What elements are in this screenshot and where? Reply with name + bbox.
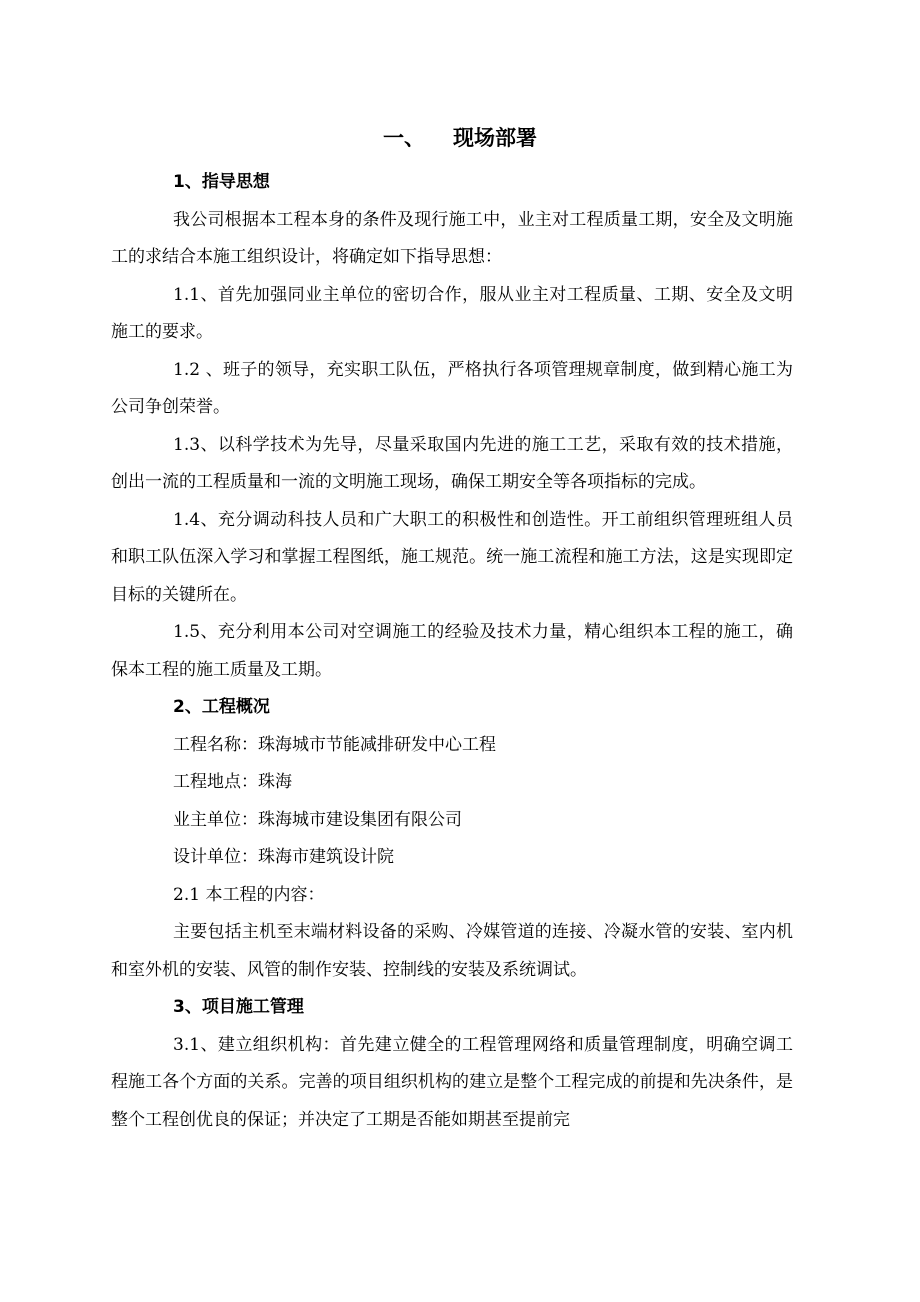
section-heading-construction-management: 3、项目施工管理 — [173, 997, 304, 1017]
paragraph-1-5: 1.5、充分利用本公司对空调施工的经验及技术力量，精心组织本工程的施工，确保本工程的施工质量及工期。 — [111, 622, 793, 680]
section-heading-guiding-ideology: 1、指导思想 — [173, 172, 270, 192]
paragraph-1-2: 1.2 、班子的领导，充实职工队伍，严格执行各项管理规章制度，做到精心施工为公司争创荣誉。 — [111, 359, 793, 417]
paragraph-3-1: 3.1、建立组织机构：首先建立健全的工程管理网络和质量管理制度，明确空调工程施工各个方面的关系。完善的项目组织机构的建立是整个工程完成的前提和先决条件，是整个工程创优良的保证；并决定了工期是否能如期甚至提前完 — [111, 1034, 793, 1130]
project-location-line: 工程地点：珠海 — [173, 772, 292, 792]
paragraph-1-3: 1.3、以科学技术为先导，尽量采取国内先进的施工工艺，采取有效的技术措施，创出一流的工程质量和一流的文明施工现场，确保工期安全等各项指标的完成。 — [111, 434, 793, 492]
paragraph-scope: 主要包括主机至末端材料设备的采购、冷媒管道的连接、冷凝水管的安装、室内机和室外机的安装、风管的制作安装、控制线的安装及系统调试。 — [111, 922, 793, 980]
paragraph-intro: 我公司根据本工程本身的条件及现行施工中，业主对工程质量工期，安全及文明施工的求结合本施工组织设计，将确定如下指导思想： — [111, 209, 793, 267]
document-title — [0, 122, 920, 154]
paragraph-2-1: 2.1 本工程的内容： — [173, 884, 325, 905]
title-text: 现场部署 — [453, 126, 537, 150]
title-number: 一、 — [383, 126, 425, 150]
paragraph-1-4: 1.4、充分调动科技人员和广大职工的积极性和创造性。开工前组织管理班组人员和职工队伍深入学习和掌握工程图纸，施工规范。统一施工流程和施工方法，这是实现即定目标的关键所在。 — [111, 509, 793, 605]
section-heading-project-overview: 2、工程概况 — [173, 697, 270, 717]
project-name-line: 工程名称：珠海城市节能减排研发中心工程 — [173, 734, 496, 755]
paragraph-1-1: 1.1、首先加强同业主单位的密切合作，服从业主对工程质量、工期、安全及文明施工的要求。 — [111, 284, 793, 342]
design-unit-line: 设计单位：珠海市建筑设计院 — [173, 847, 394, 867]
document-body — [111, 164, 793, 1139]
owner-unit-line: 业主单位：珠海城市建设集团有限公司 — [173, 809, 462, 830]
